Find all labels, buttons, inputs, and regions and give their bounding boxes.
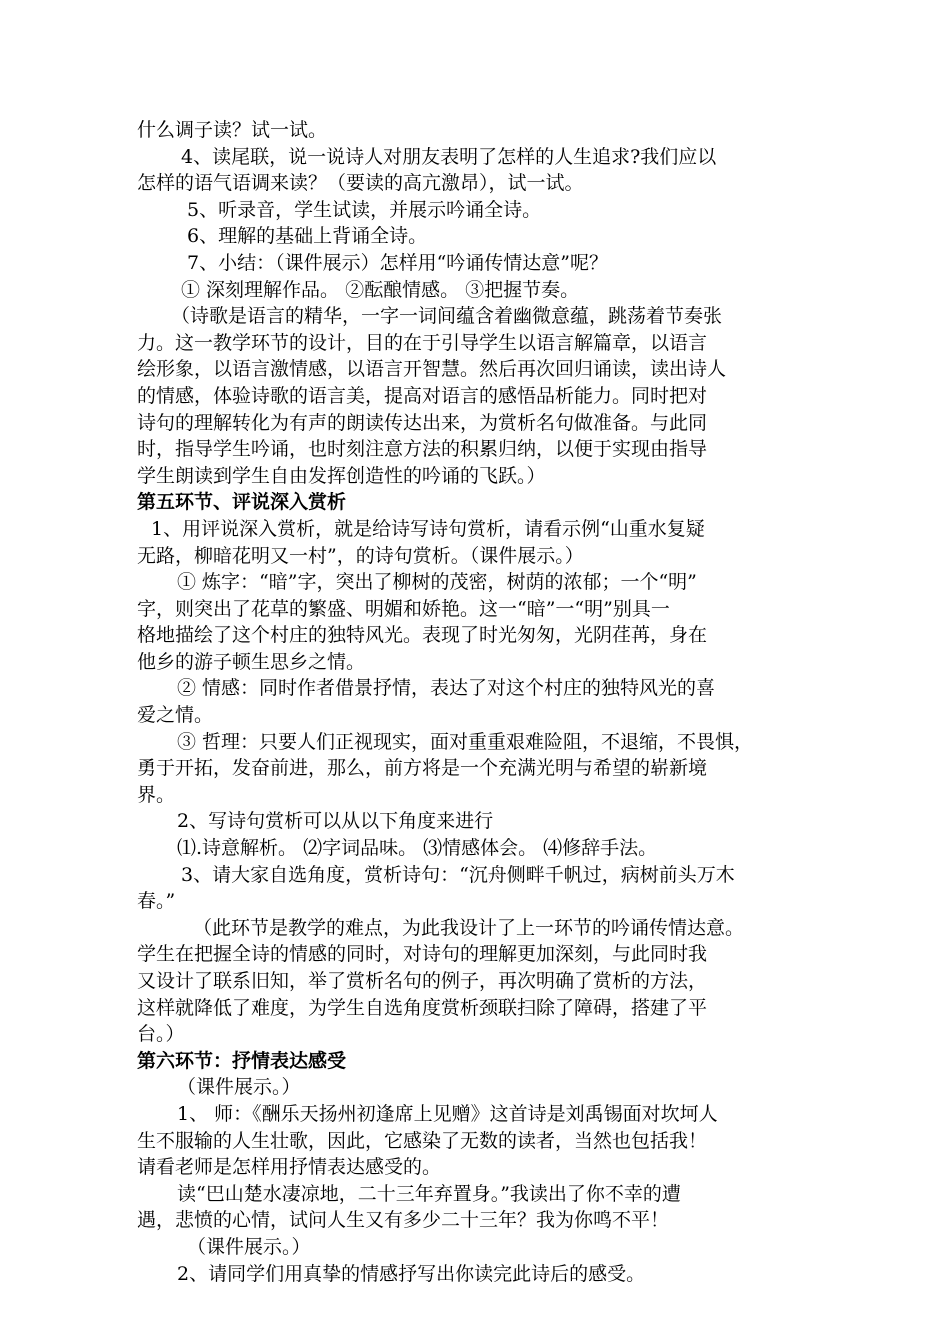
paragraph-line: 学生朗读到学生自由发挥创造性的吟诵的飞跃。）: [137, 464, 546, 487]
paragraph-line: 1、用评说深入赏析，就是给诗写诗句赏析，请看示例“山重水复疑: [151, 517, 705, 540]
paragraph-line: 3、请大家自选角度，赏析诗句：“沉舟侧畔千帆过，病树前头万木: [181, 863, 735, 886]
paragraph-line: 2、写诗句赏析可以从以下角度来进行: [177, 810, 494, 833]
paragraph-line: ① 炼字：“暗”字，突出了柳树的茂密，树荫的浓郁；一个“明”: [177, 571, 697, 594]
paragraph-line: 5、听录音，学生试读，并展示吟诵全诗。: [187, 198, 542, 221]
paragraph-line: （诗歌是语言的精华，一字一词间蕴含着幽微意蕴，跳荡着节奏张: [171, 305, 723, 328]
paragraph-line: ⑴.诗意解析。 ⑵字词品味。 ⑶情感体会。 ⑷修辞手法。: [177, 837, 658, 860]
paragraph-line: 怎样的语气语调来读？（要读的高亢激昂），试一试。: [137, 172, 584, 195]
paragraph-line: （此环节是教学的难点，为此我设计了上一环节的吟诵传情达意。: [193, 916, 745, 939]
paragraph-line: （课件展示。）: [177, 1076, 301, 1099]
paragraph-line: 这样就降低了难度，为学生自选角度赏析颈联扫除了障碍，搭建了平: [137, 996, 708, 1019]
paragraph-line: 2、请同学们用真挚的情感抒写出你读完此诗后的感受。: [177, 1262, 646, 1285]
paragraph-line: 4、读尾联，说一说诗人对朋友表明了怎样的人生追求?我们应以: [181, 145, 717, 168]
paragraph-line: ② 情感：同时作者借景抒情，表达了对这个村庄的独特风光的喜: [177, 677, 716, 700]
paragraph-line: ③ 哲理：只要人们正视现实，面对重重艰难险阻，不退缩，不畏惧，: [177, 730, 754, 753]
paragraph-line: 时，指导学生吟诵，也时刻注意方法的积累归纳，以便于实现由指导: [137, 438, 708, 461]
paragraph-line: 请看老师是怎样用抒情表达感受的。: [137, 1156, 442, 1179]
paragraph-line: （课件展示。）: [187, 1235, 311, 1258]
paragraph-line: ① 深刻理解作品。 ②酝酿情感。 ③把握节奏。: [181, 278, 580, 301]
paragraph-line: 6、理解的基础上背诵全诗。: [187, 225, 428, 248]
paragraph-line: 又设计了联系旧知，举了赏析名句的例子，再次明确了赏析的方法，: [137, 970, 708, 992]
paragraph-line: 无路，柳暗花明又一村”，的诗句赏析。（课件展示。）: [137, 544, 584, 567]
section-heading-6: 第六环节：抒情表达感受: [137, 1049, 347, 1072]
paragraph-line: 字，则突出了花草的繁盛、明媚和娇艳。这一“暗”一“明”别具一: [137, 597, 670, 620]
paragraph-line: 什么调子读？试一试。: [137, 119, 328, 141]
paragraph-line: 爱之情。: [137, 704, 214, 727]
paragraph-line: 他乡的游子顿生思乡之情。: [137, 650, 366, 673]
paragraph-line: 学生在把握全诗的情感的同时，对诗句的理解更加深刻，与此同时我: [137, 943, 708, 966]
paragraph-line: 读“巴山楚水凄凉地，二十三年弃置身。”我读出了你不幸的遭: [177, 1182, 681, 1205]
paragraph-line: 7、小结：（课件展示）怎样用“吟诵传情达意”呢？: [187, 251, 609, 274]
paragraph-line: 生不服输的人生壮歌，因此，它感染了无数的读者，当然也包括我！: [137, 1129, 708, 1152]
paragraph-line: 格地描绘了这个村庄的独特风光。表现了时光匆匆，光阴荏苒，身在: [137, 624, 708, 647]
paragraph-line: 力。这一教学环节的设计，目的在于引导学生以语言解篇章，以语言: [137, 331, 708, 354]
paragraph-line: 台。）: [137, 1023, 185, 1046]
paragraph-line: 绘形象，以语言激情感，以语言开智慧。然后再次回归诵读，读出诗人: [137, 358, 727, 381]
paragraph-line: 的情感，体验诗歌的语言美，提高对语言的感悟品析能力。同时把对: [137, 384, 708, 407]
paragraph-line: 勇于开拓，发奋前进，那么，前方将是一个充满光明与希望的崭新境: [137, 757, 708, 780]
paragraph-line: 春。”: [137, 890, 176, 913]
paragraph-line: 遇，悲愤的心情，试问人生又有多少二十三年？我为你鸣不平！: [137, 1209, 670, 1232]
paragraph-line: 诗句的理解转化为有声的朗读传达出来，为赏析名句做准备。与此同: [137, 411, 708, 434]
paragraph-line: 1、 师：《酬乐天扬州初逢席上见赠》这首诗是刘禹锡面对坎坷人: [177, 1102, 718, 1125]
document-body: [137, 117, 817, 1287]
section-heading-5: 第五环节、评说深入赏析: [137, 491, 347, 514]
paragraph-line: 界。: [137, 783, 176, 806]
